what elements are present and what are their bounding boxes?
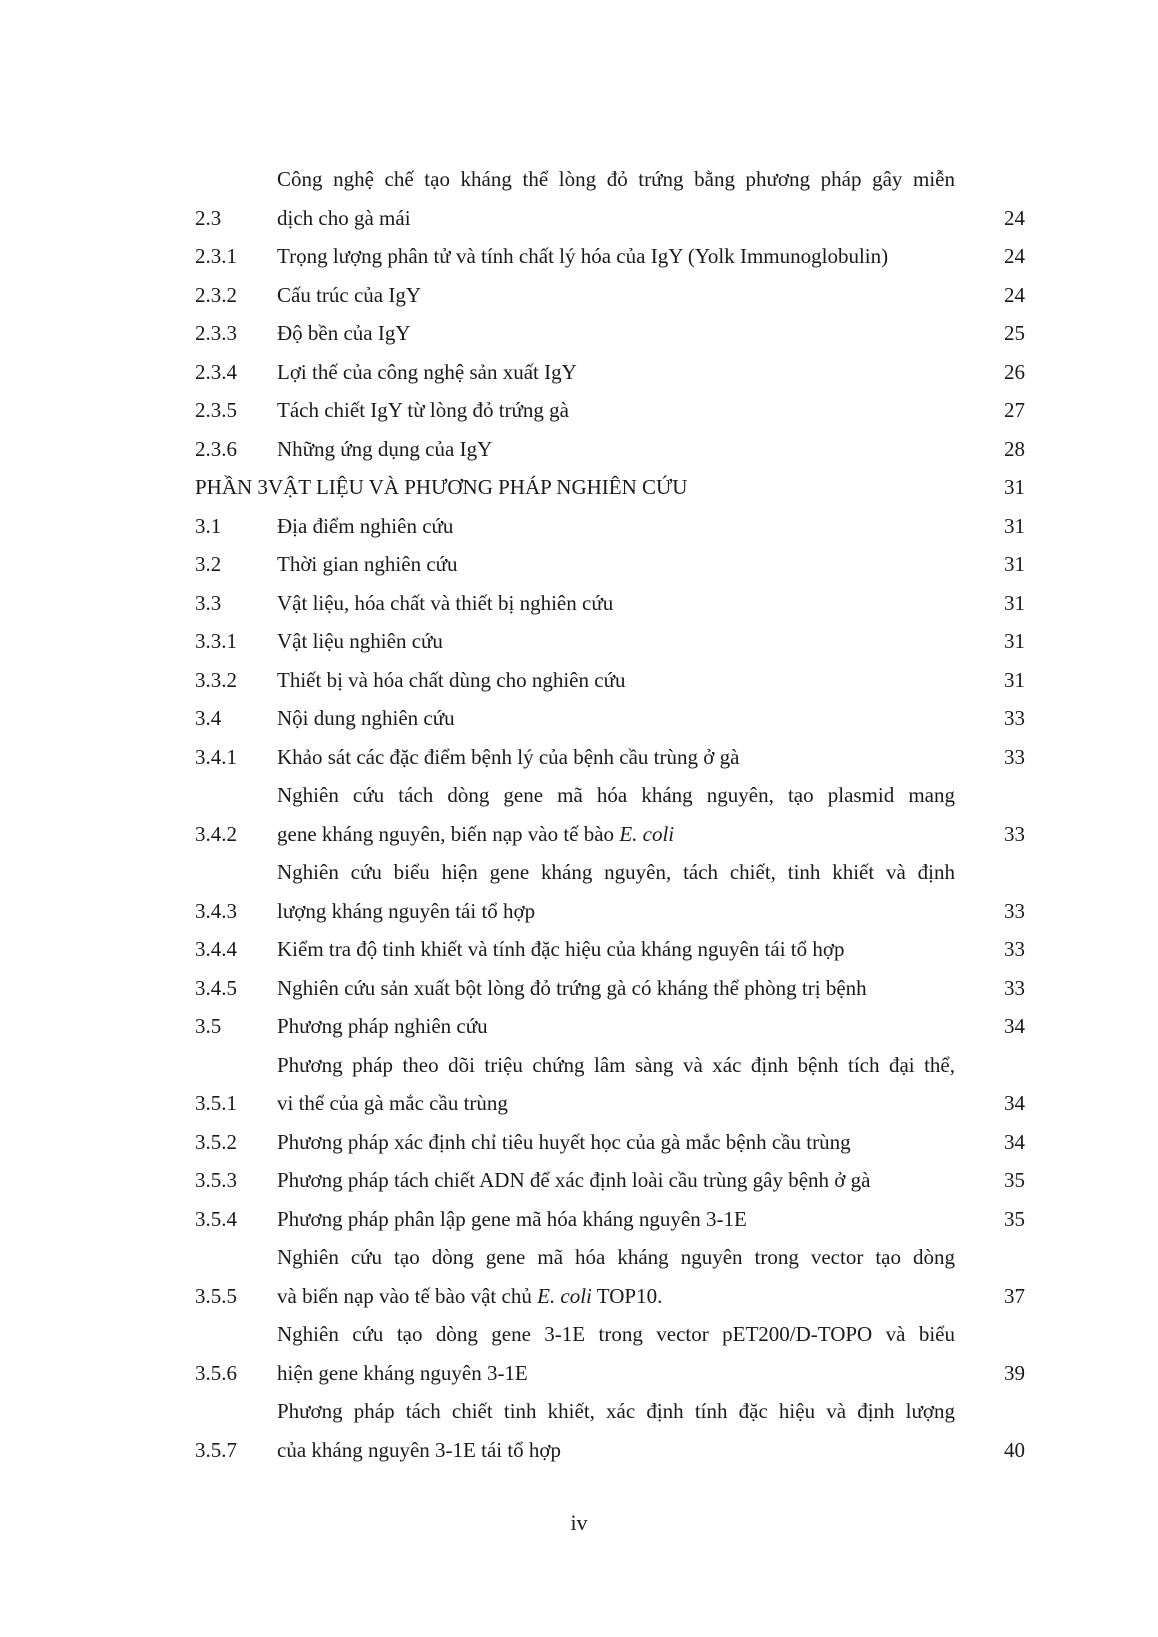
toc-entry-3-5-6 xyxy=(195,1315,1025,1392)
toc-page: 33 xyxy=(1004,937,1025,961)
toc-page: 24 xyxy=(1004,205,1025,230)
toc-entry-part-3 xyxy=(195,468,1025,507)
toc-number: 3.4.3 xyxy=(195,898,237,923)
toc-number: PHẦN 3 xyxy=(195,475,268,499)
table-of-contents xyxy=(195,160,1025,1469)
toc-page: 31 xyxy=(1004,667,1025,692)
toc-page: 28 xyxy=(1004,436,1025,461)
toc-number: 2.3.1 xyxy=(195,244,237,268)
toc-page: 24 xyxy=(1004,282,1025,307)
toc-page: 34 xyxy=(1004,1091,1025,1115)
toc-number: 3.5.5 xyxy=(195,1283,237,1308)
toc-entry-2-3 xyxy=(195,160,1025,237)
toc-title: Nghiên cứu sản xuất bột lòng đỏ trứng gà có kháng thể phòng trị bệnh xyxy=(277,975,867,1000)
toc-title: Kiểm tra độ tinh khiết và tính đặc hiệu của kháng nguyên tái tổ hợp xyxy=(277,937,845,961)
toc-number: 3.5.3 xyxy=(195,1168,237,1192)
toc-entry-3-5-3 xyxy=(195,1161,1025,1200)
toc-page: 33 xyxy=(1004,744,1025,769)
toc-page: 26 xyxy=(1004,359,1025,384)
page-number: iv xyxy=(570,1510,588,1535)
toc-title: Cấu trúc của IgY xyxy=(277,282,422,307)
toc-page: 31 xyxy=(1004,629,1025,653)
toc-entry-3-4-3 xyxy=(195,853,1025,930)
toc-entry-3-3 xyxy=(195,584,1025,623)
toc-entry-2-3-5 xyxy=(195,391,1025,430)
toc-entry-3-2 xyxy=(195,545,1025,584)
toc-entry-3-4-4 xyxy=(195,930,1025,969)
toc-number: 3.1 xyxy=(195,513,222,538)
toc-page: 37 xyxy=(1004,1283,1025,1308)
toc-entry-3-4 xyxy=(195,699,1025,738)
toc-title: Nghiên cứu tạo dòng gene 3-1E trong vector pET200/D-TOPO và biểu hiện gene kháng nguyên 3-1E xyxy=(277,1322,955,1385)
toc-title: Tách chiết IgY từ lòng đỏ trứng gà xyxy=(277,398,569,422)
toc-number: 2.3.6 xyxy=(195,436,237,461)
toc-page: 40 xyxy=(1004,1437,1025,1462)
toc-page: 39 xyxy=(1004,1360,1025,1385)
toc-entry-3-4-2 xyxy=(195,776,1025,853)
toc-title: Vật liệu, hóa chất và thiết bị nghiên cứu xyxy=(277,590,614,615)
toc-title: Nội dung nghiên cứu xyxy=(277,706,455,730)
toc-entry-3-4-1 xyxy=(195,738,1025,777)
toc-number: 2.3.3 xyxy=(195,321,237,345)
toc-number: 3.5.2 xyxy=(195,1129,237,1154)
toc-entry-3-1 xyxy=(195,507,1025,546)
toc-title: Trọng lượng phân tử và tính chất lý hóa của IgY (Yolk Immunoglobulin) xyxy=(277,244,889,268)
toc-entry-2-3-2 xyxy=(195,276,1025,315)
toc-number: 3.4.1 xyxy=(195,744,237,769)
toc-page: 25 xyxy=(1004,321,1025,345)
toc-number: 3.4.5 xyxy=(195,975,237,1000)
toc-title: Phương pháp theo dõi triệu chứng lâm sàng và xác định bệnh tích đại thể, vi thể của gà mắc cầu trùng xyxy=(277,1052,955,1115)
toc-number: 3.5.7 xyxy=(195,1437,237,1462)
toc-page: 33 xyxy=(1004,821,1025,846)
toc-title: Phương pháp tách chiết ADN để xác định loài cầu trùng gây bệnh ở gà xyxy=(277,1168,871,1192)
toc-title: Khảo sát các đặc điểm bệnh lý của bệnh cầu trùng ở gà xyxy=(277,744,740,769)
toc-title: Lợi thế của công nghệ sản xuất IgY xyxy=(277,359,577,384)
toc-page: 31 xyxy=(1004,590,1025,615)
toc-entry-3-5-7 xyxy=(195,1392,1025,1469)
toc-entry-2-3-3 xyxy=(195,314,1025,353)
toc-number: 3.5.1 xyxy=(195,1091,237,1115)
toc-entry-2-3-6 xyxy=(195,430,1025,469)
toc-title: Nghiên cứu biểu hiện gene kháng nguyên, tách chiết, tinh khiết và định lượng kháng nguyên tái tổ hợp xyxy=(277,860,955,923)
toc-entry-3-5-4 xyxy=(195,1200,1025,1239)
toc-title: Phương pháp nghiên cứu xyxy=(277,1014,488,1038)
toc-number: 3.4 xyxy=(195,706,222,730)
toc-page: 33 xyxy=(1004,706,1025,730)
toc-title: Công nghệ chế tạo kháng thể lòng đỏ trứng bằng phương pháp gây miễn dịch cho gà mái xyxy=(277,167,955,230)
toc-entry-3-5-1 xyxy=(195,1046,1025,1123)
toc-page: 24 xyxy=(1004,244,1025,268)
toc-entry-3-5-5 xyxy=(195,1238,1025,1315)
toc-number: 2.3 xyxy=(195,205,222,230)
toc-number: 2.3.4 xyxy=(195,359,237,384)
toc-entry-3-4-5 xyxy=(195,969,1025,1008)
toc-number: 2.3.5 xyxy=(195,398,237,422)
toc-number: 2.3.2 xyxy=(195,282,237,307)
toc-page: 31 xyxy=(1004,552,1025,576)
toc-title: Phương pháp xác định chỉ tiêu huyết học của gà mắc bệnh cầu trùng xyxy=(277,1129,851,1154)
toc-title: Những ứng dụng của IgY xyxy=(277,436,493,461)
toc-number: 3.3 xyxy=(195,590,222,615)
toc-page: 27 xyxy=(1004,398,1025,422)
toc-number: 3.3.1 xyxy=(195,629,237,653)
toc-entry-2-3-4 xyxy=(195,353,1025,392)
toc-entry-2-3-1 xyxy=(195,237,1025,276)
toc-title: VẬT LIỆU VÀ PHƯƠNG PHÁP NGHIÊN CỨU xyxy=(267,475,688,499)
toc-page: 34 xyxy=(1004,1014,1025,1038)
toc-title: Nghiên cứu tạo dòng gene mã hóa kháng nguyên trong vector tạo dòng và biến nạp vào tế bào vật chủ E. coli TOP10. xyxy=(277,1245,955,1308)
toc-title: Địa điểm nghiên cứu xyxy=(277,513,454,538)
toc-title: Phương pháp phân lập gene mã hóa kháng nguyên 3-1E xyxy=(277,1206,747,1231)
toc-number: 3.2 xyxy=(195,552,222,576)
toc-number: 3.4.4 xyxy=(195,937,237,961)
toc-entry-3-3-2 xyxy=(195,661,1025,700)
toc-title: Phương pháp tách chiết tinh khiết, xác định tính đặc hiệu và định lượng của kháng nguyên 3-1E tái tổ hợp xyxy=(277,1399,955,1462)
toc-page: 35 xyxy=(1004,1206,1025,1231)
toc-entry-3-5-2 xyxy=(195,1123,1025,1162)
toc-number: 3.5 xyxy=(195,1014,222,1038)
toc-page: 33 xyxy=(1004,975,1025,1000)
toc-title: Vật liệu nghiên cứu xyxy=(277,629,443,653)
toc-page: 33 xyxy=(1004,898,1025,923)
toc-number: 3.4.2 xyxy=(195,821,237,846)
toc-page: 35 xyxy=(1004,1168,1025,1192)
toc-title: Độ bền của IgY xyxy=(277,321,411,345)
toc-number: 3.3.2 xyxy=(195,667,237,692)
toc-entry-3-3-1 xyxy=(195,622,1025,661)
toc-number: 3.5.4 xyxy=(195,1206,237,1231)
toc-page: 31 xyxy=(1004,475,1025,499)
toc-page: 31 xyxy=(1004,513,1025,538)
toc-title: Thiết bị và hóa chất dùng cho nghiên cứu xyxy=(277,667,626,692)
toc-number: 3.5.6 xyxy=(195,1360,237,1385)
toc-title: Thời gian nghiên cứu xyxy=(277,552,458,576)
toc-entry-3-5 xyxy=(195,1007,1025,1046)
toc-page: 34 xyxy=(1004,1129,1025,1154)
toc-title: Nghiên cứu tách dòng gene mã hóa kháng nguyên, tạo plasmid mang gene kháng nguyên, biến nạp vào tế bào E. coli xyxy=(277,783,955,846)
